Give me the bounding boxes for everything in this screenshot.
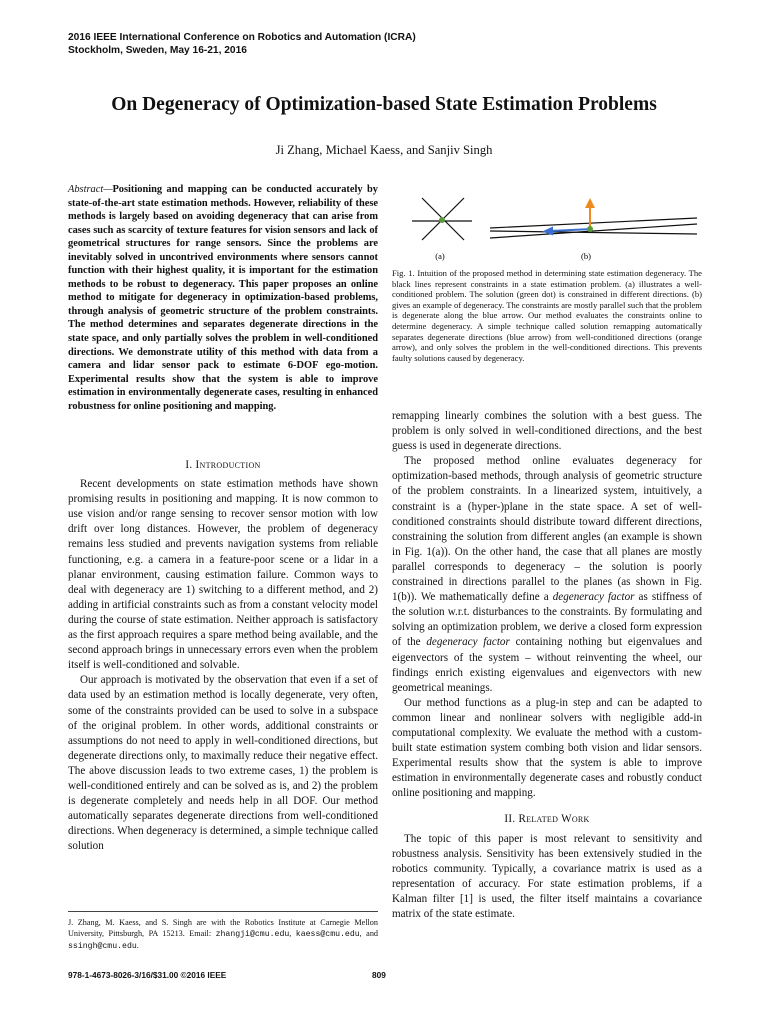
emphasis-degeneracy-factor: degeneracy factor (552, 591, 635, 604)
degenerate-direction-arrow (550, 229, 592, 231)
conference-header (68, 31, 416, 57)
well-conditioned-arrow-head (585, 198, 595, 208)
solution-dot (587, 226, 593, 232)
figure-1 (392, 190, 702, 262)
figure-label-b: (b) (581, 251, 591, 261)
figure-label-a: (a) (435, 251, 445, 261)
solution-dot (439, 217, 445, 223)
paragraph-plugin: Our method functions as a plug-in step and can be adapted to common linear and nonlinear solvers with negligible add-in computational complexity. We evaluate the method with a custom-built state estimation system combing both vision and lidar sensors. Experimental results show that the system is able to improve estimation in environmentally degenerate cases and robustly conduct online positioning and mapping. (392, 696, 702, 800)
text-run: containing nothing but eigenvalues and eigenvectors of the system – without reinventing the wheel, our findings enrich existing eigenvalues and eigenvectors with new geometrical meanings. (392, 636, 703, 694)
text-run: as stiffness of the solution w.r.t. disturbances to the constraints. By formulating and solving an optimization problem, we derive a closed form expression of the (392, 591, 702, 649)
email-link-kaess[interactable]: kaess@cmu.edu (295, 930, 360, 939)
page-number: 809 (372, 970, 386, 980)
conference-name: 2016 IEEE International Conference on Robotics and Automation (ICRA) (68, 32, 416, 43)
abstract (68, 183, 378, 413)
intro-paragraph-2: Our approach is motivated by the observation that even if a set of data used by an estimation method is locally degenerate, very often, some of the constraints provided can be used to solve in a subspace of the original problem. In other words, additional constraints or assumptions do not need to apply in well-conditioned directions, but degenerate directions only, to maximally reduce their negative effect. The above discussion leads to two extreme cases, 1) the problem is well-conditioned entirely and can be solved as is, and 2) the problem is degenerate completely and needs help in all DOF. Our method automatically separates degenerate directions from well-conditioned directions. When degeneracy is determined, a simple technique called solution (68, 674, 378, 853)
author-list: Ji Zhang, Michael Kaess, and Sanjiv Singh (275, 143, 493, 157)
figure-1b-constraints (490, 198, 697, 238)
emphasis-degeneracy-factor: degeneracy factor (426, 636, 510, 649)
footnote-text: J. Zhang, M. Kaess, and S. Singh are with the Robotics Institute at Carnegie Mellon University, Pittsburgh, PA 15213. Email: (68, 918, 378, 938)
footnote-separator: , and (359, 929, 379, 938)
figure-caption: Fig. 1. Intuition of the proposed method in determining state estimation degeneracy. The black lines represent constraints in a state estimation problem. (a) illustrates a well-conditioned problem. The solution (green dot) is constrained in different directions. (b) gives an example of degeneracy. The constraints are mostly parallel such that the problem is degenerate along the blue arrow. Our method evaluates the constraints online to determine degeneracy. A simple technique called solution remapping automatically separates degenerate directions (blue arrow) from well-conditioned directions (orange arrow), and only solves the problem in the well-conditioned directions. This prevents faulty solutions caused by degeneracy. (392, 268, 702, 363)
paragraph-continuation: remapping linearly combines the solution with a best guess. The problem is only solved in well-conditioned directions, and the best guess is used in degenerate directions. (392, 410, 702, 453)
footnote-end: . (136, 941, 139, 950)
abstract-lead: Abstract— (68, 184, 113, 195)
figure-1a-constraints (412, 198, 472, 240)
paper-title: On Degeneracy of Optimization-based State Estimation Problems (111, 94, 657, 115)
email-link-zhang[interactable]: zhangji@cmu.edu (215, 930, 290, 939)
intro-paragraph-1: Recent developments on state estimation methods have shown promising results in positioning and mapping. It is now common to use vision and/or range sensing to recover sensor motion with low drift over long distances. However, the problem of degeneracy remains less studied and prevents navigation systems from reliable functioning, e.g. a camera in a feature-poor scene or a lidar in a planar environment, causing estimation failure. Common ways to deal with degeneracy are 1) switching to a different method, and 2) adding in artificial constraints such as from a constant velocity model during the course of state estimation. Neither approach is satisfactory as the first approach requires a spare method being available, and the second approach brings in unnecessary errors even when the problem itself is well-conditioned and solvable. (68, 478, 378, 672)
section-heading-introduction: I. Introduction (185, 459, 261, 471)
introduction-section (68, 449, 378, 854)
author-footnote (68, 911, 378, 952)
isbn-footer: 978-1-4673-8026-3/16/$31.00 ©2016 IEEE (68, 970, 227, 980)
abstract-text: Positioning and mapping can be conducted accurately by state-of-the-art state estimation methods. However, reliability of these methods is largely based on avoiding degeneracy that can arise from cases such as scarcity of texture features for vision sensors and lack of geometrical structures for range sensors. Since the problems are inevitably solved in uncontrived environments where sensors cannot function with their highest quality, it is important for the estimation methods to be robust to degeneracy. This paper proposes an online method to mitigate for degeneracy in optimization-based problems, through analysis of geometric structure of the problem constraints. The method determines and separates degenerate directions in the state space, and only partially solves the problem in well-conditioned directions. We demonstrate utility of this method with data from a camera and lidar sensor pack to estimate 6-DOF ego-motion. Experimental results show that the system is able to improve estimation in environmentally degenerate cases, resulting in enhanced robustness for online positioning and mapping. (68, 184, 378, 412)
section-heading-related-work: II. Related Work (504, 813, 590, 826)
paragraph-related-work: The topic of this paper is most relevant to sensitivity and robustness analysis. Sensitivity has been extensively studied in the robotics community. Typically, a covariance matrix is used as a representation of accuracy. For state estimation problems, if a Kalman filter [1] is used, the filter itself maintains a covariance matrix of the state estimate. (392, 832, 702, 920)
paragraph-degeneracy (392, 454, 702, 696)
footnote-separator: , (289, 929, 296, 938)
conference-location: Stockholm, Sweden, May 16-21, 2016 (68, 45, 247, 56)
right-column-text (392, 409, 702, 922)
email-link-singh[interactable]: ssingh@cmu.edu (68, 942, 137, 951)
text-run: The proposed method online evaluates degeneracy for optimization-based methods, through analysis of geometric structure of the problem constraints. In a linearized system, intuitively, a constraint is a (hyper-)plane in the state space. A set of well-conditioned constraints should distribute toward different directions, constraining the solution from different angles (an example is shown in Fig. 1(a)). On the other hand, the case that all planes are mostly parallel corresponds to degeneracy – the solution is poorly constrained in directions parallel to the planes (as shown in Fig. 1(b)). We mathematically define a (392, 455, 702, 604)
